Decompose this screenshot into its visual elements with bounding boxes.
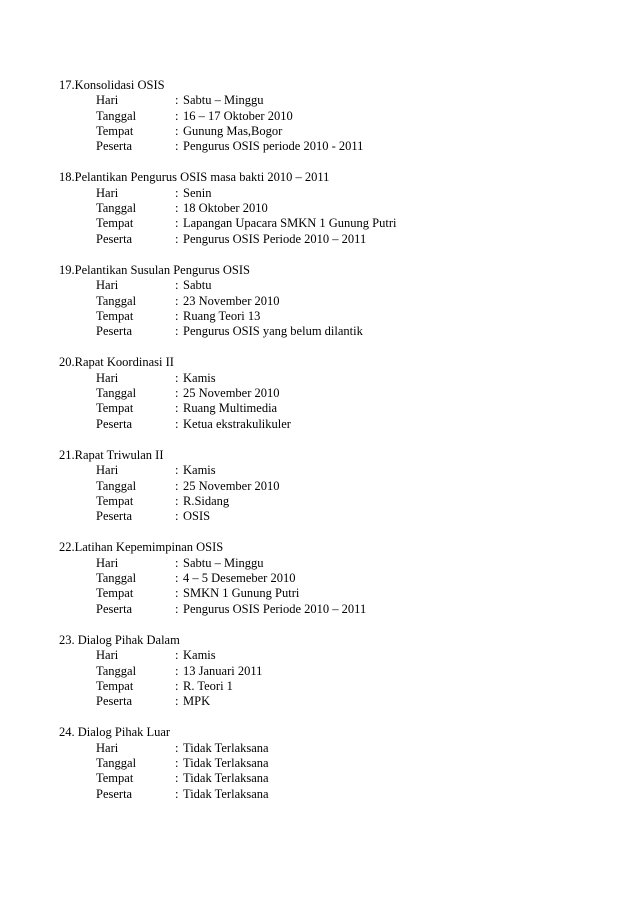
detail-row-tempat — [59, 401, 619, 416]
row-separator: : — [175, 493, 179, 508]
row-label: Tempat — [96, 771, 134, 786]
row-label: Tempat — [96, 308, 134, 323]
row-value: OSIS — [183, 509, 211, 524]
row-separator: : — [175, 139, 179, 154]
detail-row-hari — [59, 278, 619, 293]
detail-row-tempat — [59, 494, 619, 509]
row-separator: : — [175, 278, 179, 293]
detail-row-hari — [59, 463, 619, 478]
detail-row-tempat — [59, 216, 619, 231]
row-separator: : — [175, 108, 179, 123]
row-value: 16 – 17 Oktober 2010 — [183, 108, 293, 123]
row-label: Hari — [96, 278, 119, 293]
row-label: Peserta — [96, 231, 133, 246]
activity-section — [59, 263, 619, 339]
row-separator: : — [175, 786, 179, 801]
row-value: Sabtu – Minggu — [183, 555, 264, 570]
activity-section — [59, 448, 619, 524]
row-label: Peserta — [96, 416, 133, 431]
row-value: SMKN 1 Gunung Putri — [183, 586, 300, 601]
row-separator: : — [175, 601, 179, 616]
row-value: Sabtu — [183, 278, 212, 293]
row-value: 4 – 5 Desemeber 2010 — [183, 571, 296, 586]
row-label: Peserta — [96, 509, 133, 524]
row-value: 25 November 2010 — [183, 386, 280, 401]
detail-row-peserta — [59, 509, 619, 524]
row-label: Tanggal — [96, 755, 137, 770]
row-separator: : — [175, 201, 179, 216]
row-separator: : — [175, 293, 179, 308]
detail-row-tempat — [59, 309, 619, 324]
section-title: 18.Pelantikan Pengurus OSIS masa bakti 2010 – 2011 — [59, 170, 330, 185]
detail-row-tempat — [59, 124, 619, 139]
row-separator: : — [175, 648, 179, 663]
row-separator: : — [175, 694, 179, 709]
row-value: Lapangan Upacara SMKN 1 Gunung Putri — [183, 216, 397, 231]
activity-section — [59, 78, 619, 154]
row-separator: : — [175, 386, 179, 401]
detail-row-tanggal — [59, 479, 619, 494]
detail-row-tempat — [59, 586, 619, 601]
activity-section — [59, 725, 619, 801]
detail-row-tempat — [59, 771, 619, 786]
section-title: 21.Rapat Triwulan II — [59, 447, 164, 462]
row-label: Hari — [96, 740, 119, 755]
activity-section — [59, 633, 619, 709]
section-title: 19.Pelantikan Susulan Pengurus OSIS — [59, 262, 250, 277]
section-title: 17.Konsolidasi OSIS — [59, 78, 165, 92]
row-label: Peserta — [96, 601, 133, 616]
detail-row-peserta — [59, 232, 619, 247]
row-label: Peserta — [96, 324, 133, 339]
row-separator: : — [175, 231, 179, 246]
row-label: Tempat — [96, 586, 134, 601]
row-value: Tidak Terlaksana — [183, 786, 269, 801]
row-label: Tanggal — [96, 293, 137, 308]
row-value: Tidak Terlaksana — [183, 755, 269, 770]
detail-row-tanggal — [59, 571, 619, 586]
row-separator: : — [175, 586, 179, 601]
row-value: Ketua ekstrakulikuler — [183, 416, 291, 431]
row-label: Tanggal — [96, 386, 137, 401]
activity-section — [59, 355, 619, 431]
activity-section — [59, 170, 619, 246]
section-title: 20.Rapat Koordinasi II — [59, 355, 174, 370]
detail-row-peserta — [59, 787, 619, 802]
row-label: Tempat — [96, 216, 134, 231]
row-label: Peserta — [96, 694, 133, 709]
row-separator: : — [175, 416, 179, 431]
row-separator: : — [175, 216, 179, 231]
row-value: Ruang Multimedia — [183, 401, 278, 416]
row-separator: : — [175, 555, 179, 570]
row-label: Hari — [96, 463, 119, 478]
detail-row-hari — [59, 93, 619, 108]
row-label: Tanggal — [96, 663, 137, 678]
row-separator: : — [175, 663, 179, 678]
row-value: Pengurus OSIS yang belum dilantik — [183, 324, 363, 339]
row-label: Tanggal — [96, 108, 137, 123]
detail-row-hari — [59, 186, 619, 201]
row-value: 23 November 2010 — [183, 293, 280, 308]
row-label: Tempat — [96, 401, 134, 416]
row-value: Ruang Teori 13 — [183, 308, 261, 323]
row-label: Hari — [96, 370, 119, 385]
section-title: 22.Latihan Kepemimpinan OSIS — [59, 540, 224, 555]
detail-row-tanggal — [59, 664, 619, 679]
row-value: Kamis — [183, 370, 216, 385]
row-value: R. Teori 1 — [183, 678, 233, 693]
row-separator: : — [175, 678, 179, 693]
row-separator: : — [175, 478, 179, 493]
row-label: Tanggal — [96, 571, 137, 586]
row-label: Hari — [96, 555, 119, 570]
section-title: 23. Dialog Pihak Dalam — [59, 632, 180, 647]
detail-row-peserta — [59, 324, 619, 339]
row-label: Peserta — [96, 786, 133, 801]
row-separator: : — [175, 324, 179, 339]
detail-row-peserta — [59, 417, 619, 432]
row-separator: : — [175, 509, 179, 524]
row-value: Tidak Terlaksana — [183, 740, 269, 755]
detail-row-hari — [59, 556, 619, 571]
detail-row-hari — [59, 741, 619, 756]
row-value: Tidak Terlaksana — [183, 771, 269, 786]
detail-row-tanggal — [59, 109, 619, 124]
row-label: Tempat — [96, 123, 134, 138]
detail-row-hari — [59, 648, 619, 663]
detail-row-tanggal — [59, 201, 619, 216]
activity-section — [59, 540, 619, 616]
row-value: MPK — [183, 694, 211, 709]
detail-row-tanggal — [59, 294, 619, 309]
row-separator: : — [175, 571, 179, 586]
row-label: Hari — [96, 185, 119, 200]
row-value: Pengurus OSIS Periode 2010 – 2011 — [183, 231, 367, 246]
row-label: Hari — [96, 648, 119, 663]
detail-row-tanggal — [59, 386, 619, 401]
section-title: 24. Dialog Pihak Luar — [59, 725, 171, 740]
detail-row-peserta — [59, 139, 619, 154]
row-value: 18 Oktober 2010 — [183, 201, 268, 216]
row-value: 25 November 2010 — [183, 478, 280, 493]
row-value: R.Sidang — [183, 493, 230, 508]
detail-row-hari — [59, 371, 619, 386]
row-value: Pengurus OSIS Periode 2010 – 2011 — [183, 601, 367, 616]
row-label: Tanggal — [96, 478, 137, 493]
row-label: Tempat — [96, 678, 134, 693]
row-separator: : — [175, 185, 179, 200]
row-separator: : — [175, 771, 179, 786]
row-separator: : — [175, 740, 179, 755]
detail-row-peserta — [59, 694, 619, 709]
row-value: Senin — [183, 185, 212, 200]
row-label: Tempat — [96, 493, 134, 508]
row-separator: : — [175, 308, 179, 323]
row-value: Gunung Mas,Bogor — [183, 123, 283, 138]
row-label: Tanggal — [96, 201, 137, 216]
row-value: Pengurus OSIS periode 2010 - 2011 — [183, 139, 364, 154]
document-page — [59, 78, 619, 818]
row-value: Sabtu – Minggu — [183, 93, 264, 108]
row-separator: : — [175, 401, 179, 416]
row-label: Hari — [96, 93, 119, 108]
detail-row-peserta — [59, 602, 619, 617]
row-separator: : — [175, 463, 179, 478]
row-label: Peserta — [96, 139, 133, 154]
detail-row-tempat — [59, 679, 619, 694]
row-value: Kamis — [183, 648, 216, 663]
detail-row-tanggal — [59, 756, 619, 771]
row-separator: : — [175, 370, 179, 385]
row-separator: : — [175, 123, 179, 138]
row-separator: : — [175, 755, 179, 770]
row-value: Kamis — [183, 463, 216, 478]
row-separator: : — [175, 93, 179, 108]
row-value: 13 Januari 2011 — [183, 663, 263, 678]
